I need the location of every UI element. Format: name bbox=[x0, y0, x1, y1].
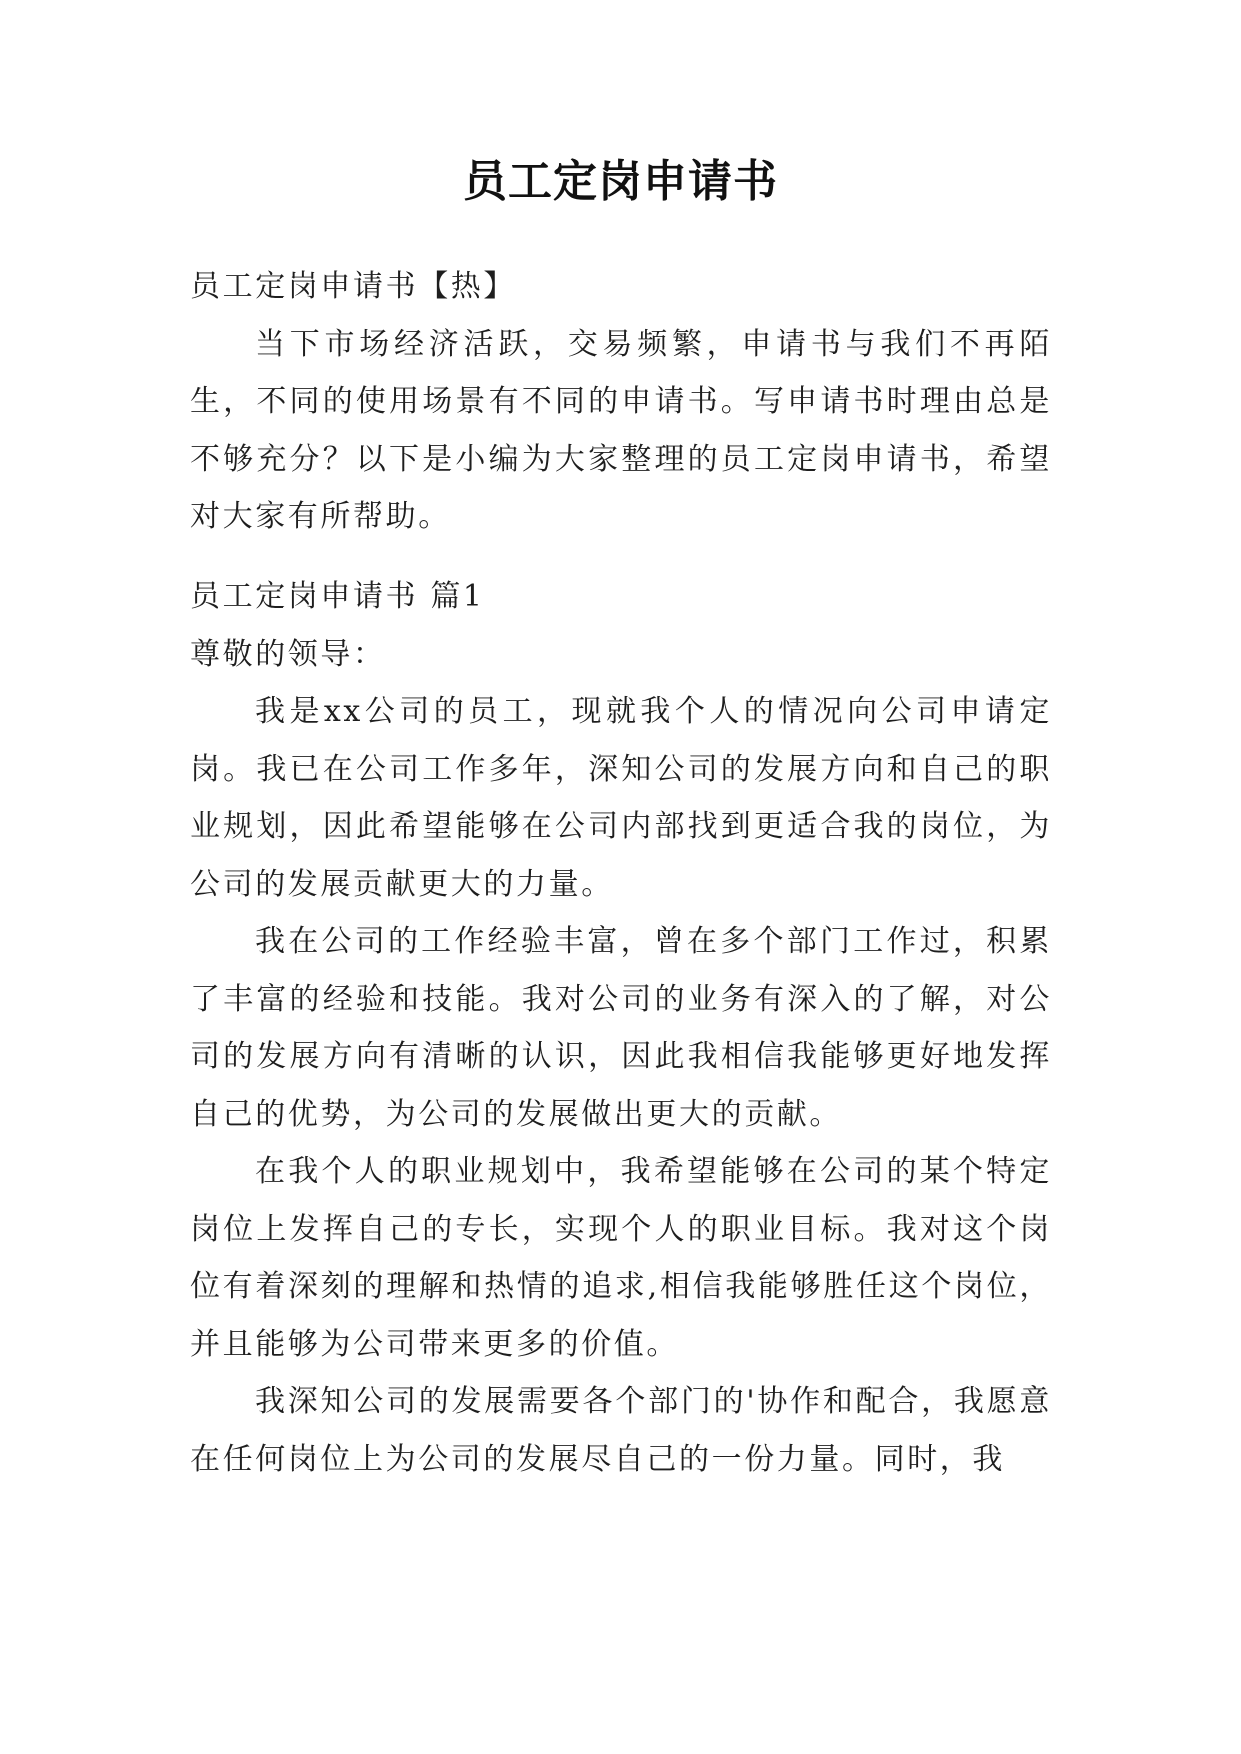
letter-block bbox=[190, 568, 1052, 1488]
intro-paragraph: 当下市场经济活跃，交易频繁，申请书与我们不再陌生，不同的使用场景有不同的申请书。写申请书时理由总是不够充分？以下是小编为大家整理的员工定岗申请书，希望对大家有所帮助。 bbox=[190, 326, 1052, 534]
body-paragraph-1: 我是xx公司的员工，现就我个人的情况向公司申请定岗。我已在公司工作多年，深知公司的发展方向和自己的职业规划，因此希望能够在公司内部找到更适合我的岗位，为公司的发展贡献更大的力量。 bbox=[190, 694, 1052, 902]
body-paragraph-4: 我深知公司的发展需要各个部门的'协作和配合，我愿意在任何岗位上为公司的发展尽自己的一份力量。同时，我 bbox=[190, 1384, 1052, 1477]
body-paragraph-3: 在我个人的职业规划中，我希望能够在公司的某个特定岗位上发挥自己的专长，实现个人的职业目标。我对这个岗位有着深刻的理解和热情的追求,相信我能够胜任这个岗位，并且能够为公司带来更多的价值。 bbox=[190, 1154, 1052, 1362]
section-heading: 员工定岗申请书 篇1 bbox=[190, 579, 485, 614]
subtitle: 员工定岗申请书【热】 bbox=[190, 269, 516, 304]
body-paragraph-2: 我在公司的工作经验丰富，曾在多个部门工作过，积累了丰富的经验和技能。我对公司的业务有深入的了解，对公司的发展方向有清晰的认识，因此我相信我能够更好地发挥自己的优势，为公司的发展做出更大的贡献。 bbox=[190, 924, 1052, 1132]
intro-block bbox=[190, 258, 1052, 546]
salutation: 尊敬的领导： bbox=[190, 636, 386, 672]
document-title: 员工定岗申请书 bbox=[463, 156, 778, 207]
